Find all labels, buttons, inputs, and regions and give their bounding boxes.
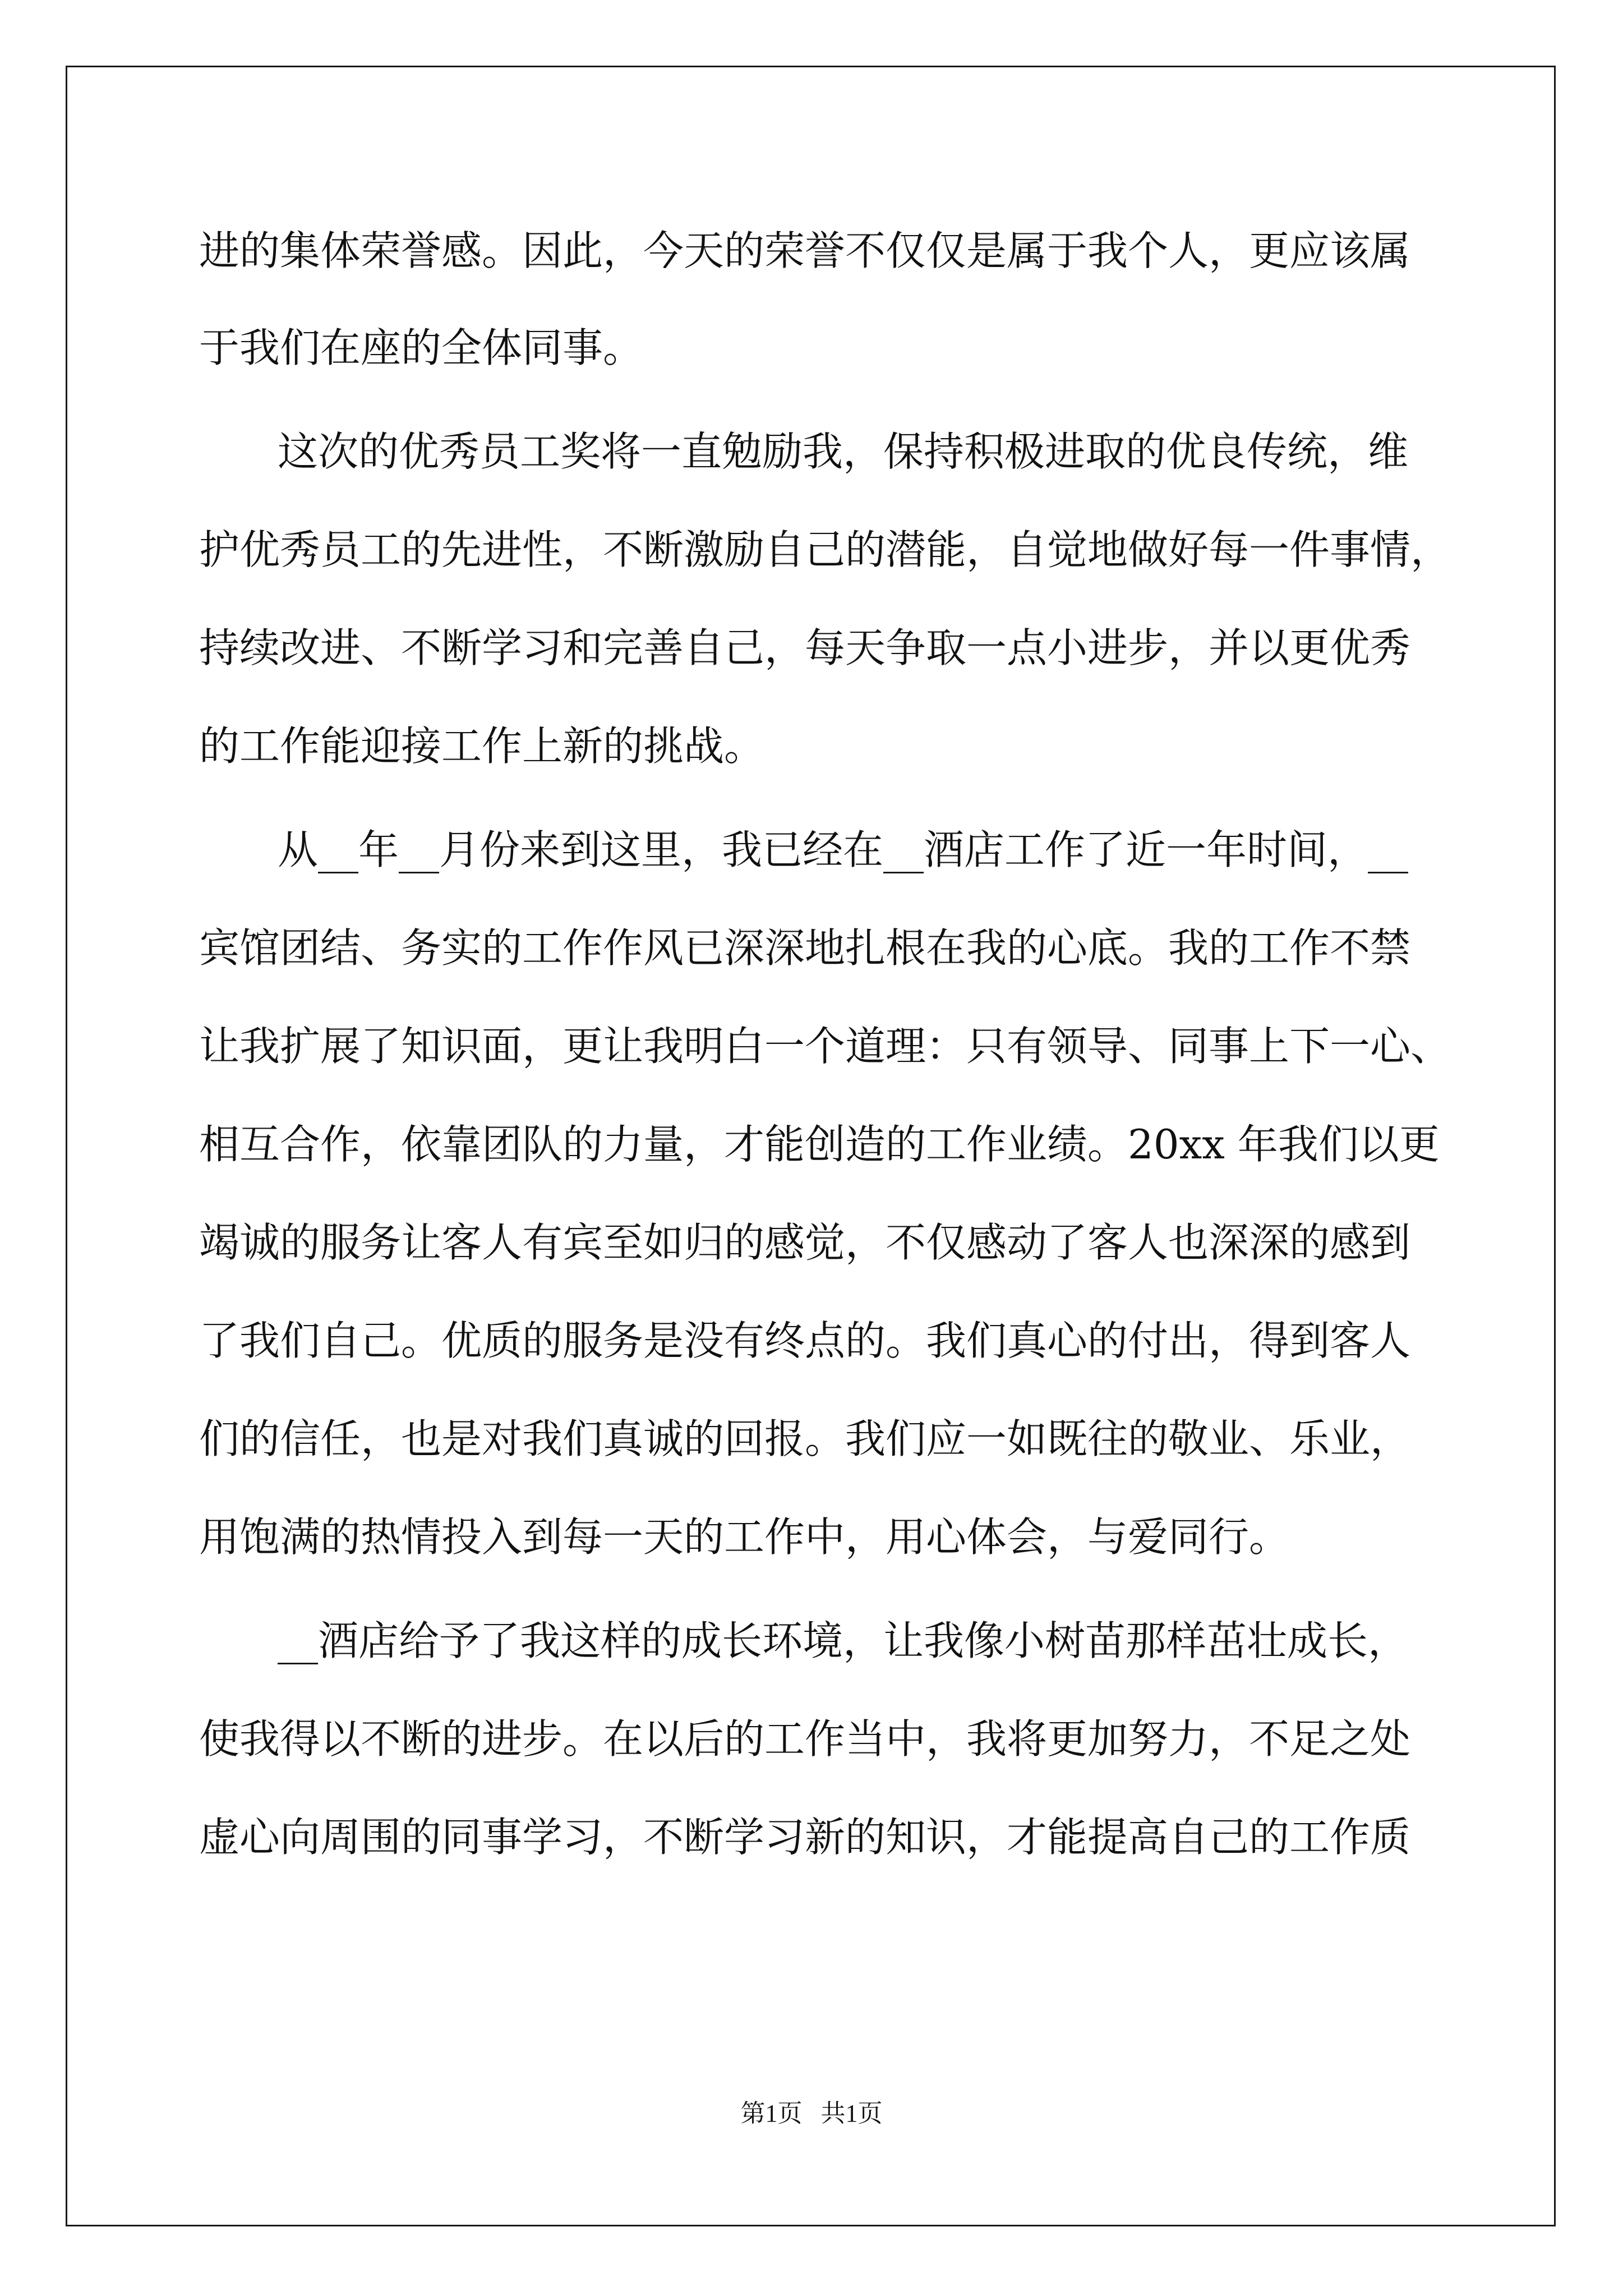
paragraph-first-line: 从__年__月份来到这里，我已经在__酒店工作了近一年时间，__ bbox=[278, 826, 1409, 873]
page-number: 第1页 共1页 bbox=[740, 2100, 883, 2127]
paragraph-first-line: 这次的优秀员工奖将一直勉励我，保持积极进取的优良传统，维 bbox=[278, 428, 1409, 475]
body-text-line: 进的集体荣誉感。因此，今天的荣誉不仅仅是属于我个人，更应该属 bbox=[199, 227, 1411, 274]
body-text-line: 宾馆团结、务实的工作作风已深深地扎根在我的心底。我的工作不禁 bbox=[199, 924, 1411, 972]
body-text-line: 使我得以不断的进步。在以后的工作当中，我将更加努力，不足之处 bbox=[199, 1715, 1411, 1763]
body-text-line: 的工作能迎接工作上新的挑战。 bbox=[199, 723, 765, 770]
body-text-line: 用饱满的热情投入到每一天的工作中，用心体会，与爱同行。 bbox=[199, 1513, 1290, 1561]
body-text-line: 相互合作，依靠团队的力量，才能创造的工作业绩。20xx 年我们以更 bbox=[199, 1121, 1440, 1168]
body-text-line: 让我扩展了知识面，更让我明白一个道理：只有领导、同事上下一心、 bbox=[199, 1023, 1451, 1070]
paragraph-first-line: __酒店给予了我这样的成长环境，让我像小树苗那样茁壮成长， bbox=[278, 1617, 1409, 1664]
body-text-line: 了我们自己。优质的服务是没有终点的。我们真心的付出，得到客人 bbox=[199, 1317, 1411, 1364]
body-text-line: 护优秀员工的先进性，不断激励自己的潜能，自觉地做好每一件事情， bbox=[199, 526, 1451, 573]
body-text-line: 们的信任，也是对我们真诚的回报。我们应一如既往的敬业、乐业， bbox=[199, 1415, 1411, 1462]
body-text-line: 于我们在座的全体同事。 bbox=[199, 324, 644, 371]
body-text-line: 虚心向周围的同事学习，不断学习新的知识，才能提高自己的工作质 bbox=[199, 1814, 1411, 1861]
body-text-line: 竭诚的服务让客人有宾至如归的感觉，不仅感动了客人也深深的感到 bbox=[199, 1219, 1411, 1266]
body-text-line: 持续改进、不断学习和完善自己，每天争取一点小进步，并以更优秀 bbox=[199, 624, 1411, 671]
